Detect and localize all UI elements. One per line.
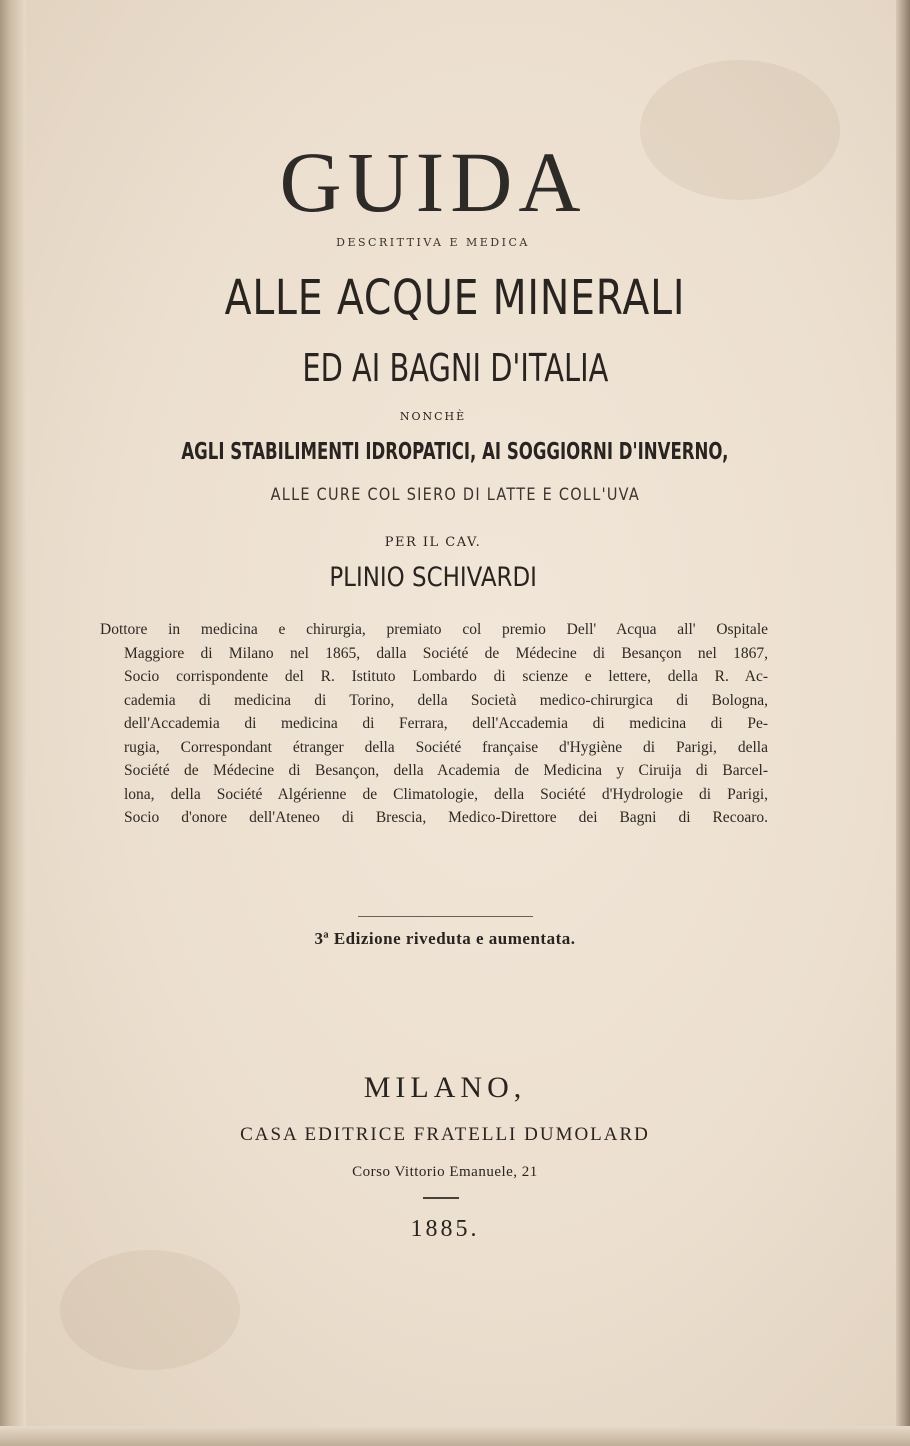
bio-line: Socio d'onore dell'Ateneo di Brescia, Medico-Direttore dei Bagni di Recoaro. — [124, 809, 768, 826]
book-subtitle: DESCRITTIVA E MEDICA — [336, 236, 530, 249]
author-name-text: PLINIO SCHIVARDI — [329, 562, 537, 593]
bio-line: dell'Accademia di medicina di Ferrara, dell'Accademia di medicina di Pe- — [124, 715, 768, 732]
bio-line: rugia, Correspondant étranger della Société française d'Hygiène di Parigi, della — [124, 738, 768, 756]
heading-line-3 — [0, 438, 910, 465]
heading-line-1 — [0, 270, 910, 326]
heading-line-2 — [0, 346, 910, 390]
book-title: GUIDA — [279, 134, 587, 230]
paper-stain — [60, 1250, 240, 1370]
publication-city: MILANO, — [363, 1071, 527, 1104]
publication-year: 1885. — [410, 1216, 480, 1242]
divider — [358, 916, 533, 917]
bio-line: Dottore in medicina e chirurgia, premiato col premio Dell' Acqua all' Ospitale — [100, 621, 768, 638]
byline-prefix: PER IL CAV. — [384, 535, 482, 550]
bio-line: lona, della Société Algérienne de Climatologie, della Société d'Hydrologie di Parigi, — [124, 785, 768, 803]
bio-line: Socio corrispondente del R. Istituto Lombardo di scienze e lettere, della R. Ac- — [124, 668, 768, 685]
page-bottom-edge — [0, 1426, 910, 1446]
heading-line-1-text: ALLE ACQUE MINERALI — [224, 270, 686, 326]
divider — [423, 1197, 459, 1199]
edition-note: 3ª Edizione riveduta e aumentata. — [314, 929, 576, 948]
author-name — [0, 562, 866, 593]
publisher-name: CASA EDITRICE FRATELLI DUMOLARD — [240, 1124, 650, 1145]
bio-line: Maggiore di Milano nel 1865, dalla Société de Médecine di Besançon nel 1867, — [124, 644, 768, 662]
bio-line: Société de Médecine di Besançon, della Academia de Medicina y Ciruija di Barcel- — [124, 762, 768, 779]
page-right-edge — [896, 0, 910, 1446]
conjunction: NONCHÈ — [399, 410, 467, 423]
bio-line: cademia di medicina di Torino, della Società medico-chirurgica di Bologna, — [124, 691, 768, 709]
heading-line-3-text: AGLI STABILIMENTI IDROPATICI, AI SOGGIORNI D'INVERNO, — [181, 439, 729, 465]
heading-line-2-text: ED AI BAGNI D'ITALIA — [301, 346, 609, 390]
heading-line-4-text: ALLE CURE COL SIERO DI LATTE E COLL'UVA — [270, 485, 640, 505]
heading-line-4 — [0, 485, 910, 505]
author-biography — [100, 618, 768, 830]
publisher-address: Corso Vittorio Emanuele, 21 — [352, 1164, 538, 1180]
